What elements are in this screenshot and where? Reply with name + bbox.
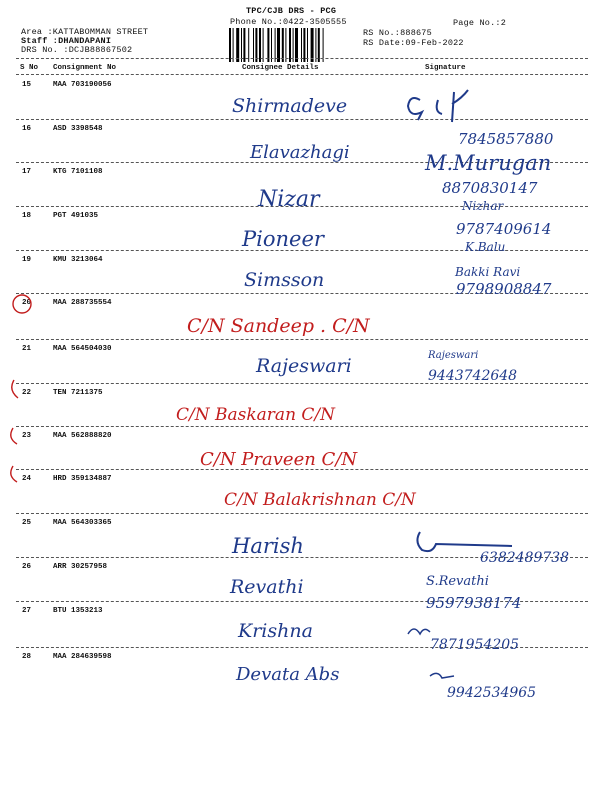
row-serial-number: 18 <box>22 212 32 220</box>
row-consignment-number: PGT 491035 <box>53 212 99 220</box>
column-header-consignment: Consignment No <box>53 64 117 72</box>
hw-r25-name: Harish <box>232 534 304 558</box>
rs-date: RS Date:09-Feb-2022 <box>363 38 464 48</box>
hw-r21-phone: 9443742648 <box>428 368 518 384</box>
row-consignment-number: MAA 703190056 <box>53 81 112 89</box>
rs-number: RS No.:888675 <box>363 28 432 38</box>
row-serial-number: 28 <box>22 653 32 661</box>
staff-label: Staff :DHANDAPANI <box>21 36 112 46</box>
hw-r17-name: Nizar <box>258 187 320 212</box>
row-consignment-number: KTG 7101108 <box>53 168 103 176</box>
hw-r26-name: Revathi <box>230 576 304 598</box>
hw-r27-signature-scribble <box>408 629 430 634</box>
row-serial-number: 23 <box>22 432 32 440</box>
hw-r28-phone: 9942534965 <box>447 685 537 701</box>
hw-r23-note: C/N Praveen C/N <box>200 449 358 470</box>
red-circle-mark <box>13 295 31 313</box>
row-serial-number: 20 <box>22 299 32 307</box>
hw-r21-signature: Rajeswari <box>428 350 479 361</box>
page-number: Page No.:2 <box>453 18 507 28</box>
row-serial-number: 25 <box>22 519 32 527</box>
hw-r28-name: Devata Abs <box>236 664 340 685</box>
column-header-sno: S No <box>20 64 39 72</box>
row-serial-number: 17 <box>22 168 32 176</box>
row-consignment-number: MAA 564504030 <box>53 345 112 353</box>
red-circle-mark <box>11 428 17 444</box>
hw-r21-name: Rajeswari <box>256 355 352 377</box>
hw-r15-signature-scribble <box>408 90 468 122</box>
hw-r19-signature: Bakki Ravi <box>455 265 521 279</box>
row-consignment-number: TEN 7211375 <box>53 389 103 397</box>
phone-number: Phone No.:0422-3505555 <box>230 17 347 27</box>
hw-r16-name: Elavazhagi <box>250 142 350 163</box>
row-consignment-number: HRD 359134887 <box>53 475 112 483</box>
row-consignment-number: BTU 1353213 <box>53 607 103 615</box>
hw-r19-name: Simsson <box>244 269 325 291</box>
hw-r18-phone: 9787409614 <box>456 220 552 238</box>
hw-r25-phone: 6382489738 <box>480 550 570 566</box>
hw-r16-signature: M.Murugan <box>425 151 552 175</box>
hw-r20-note: C/N Sandeep . C/N <box>187 315 370 337</box>
red-circle-mark <box>11 466 17 482</box>
row-serial-number: 24 <box>22 475 32 483</box>
row-consignment-number: ASD 3398548 <box>53 125 103 133</box>
red-circle-mark <box>12 380 18 398</box>
area-label: Area :KATTABOMMAN STREET <box>21 27 149 37</box>
hw-r18-name: Pioneer <box>242 227 324 251</box>
hw-r24-note: C/N Balakrishnan C/N <box>224 490 416 510</box>
hw-r16-phone: 7845857880 <box>458 130 554 148</box>
row-consignment-number: MAA 288735554 <box>53 299 112 307</box>
hw-r27-phone: 7871954205 <box>430 637 520 653</box>
hw-r27-name: Krishna <box>238 620 313 642</box>
drs-number: DRS No. :DCJB88867502 <box>21 45 133 55</box>
hw-r28-signature-scribble <box>430 673 454 678</box>
hw-r19-phone: 9798908847 <box>456 280 552 298</box>
hw-r18-signature: K.Balu <box>465 240 506 254</box>
hw-r22-note: C/N Baskaran C/N <box>176 405 336 425</box>
column-header-signature: Signature <box>425 64 466 72</box>
hw-r15-name: Shirmadeve <box>232 95 348 117</box>
row-serial-number: 15 <box>22 81 32 89</box>
row-serial-number: 21 <box>22 345 32 353</box>
column-header-consignee: Consignee Details <box>242 64 319 72</box>
row-consignment-number: KMU 3213064 <box>53 256 103 264</box>
row-serial-number: 27 <box>22 607 32 615</box>
hw-r17-signature: Nizhar <box>462 199 504 213</box>
hw-r26-phone: 9597938174 <box>426 594 522 612</box>
row-consignment-number: MAA 562888820 <box>53 432 112 440</box>
hw-r17-phone: 8870830147 <box>442 179 538 197</box>
row-serial-number: 16 <box>22 125 32 133</box>
row-consignment-number: MAA 284639598 <box>53 653 112 661</box>
hw-r26-signature: S.Revathi <box>426 574 489 589</box>
hw-r25-signature-scribble <box>417 532 512 551</box>
row-consignment-number: MAA 564303365 <box>53 519 112 527</box>
row-serial-number: 22 <box>22 389 32 397</box>
report-title: TPC/CJB DRS - PCG <box>246 6 337 16</box>
row-serial-number: 19 <box>22 256 32 264</box>
row-serial-number: 26 <box>22 563 32 571</box>
row-consignment-number: ARR 30257958 <box>53 563 108 571</box>
